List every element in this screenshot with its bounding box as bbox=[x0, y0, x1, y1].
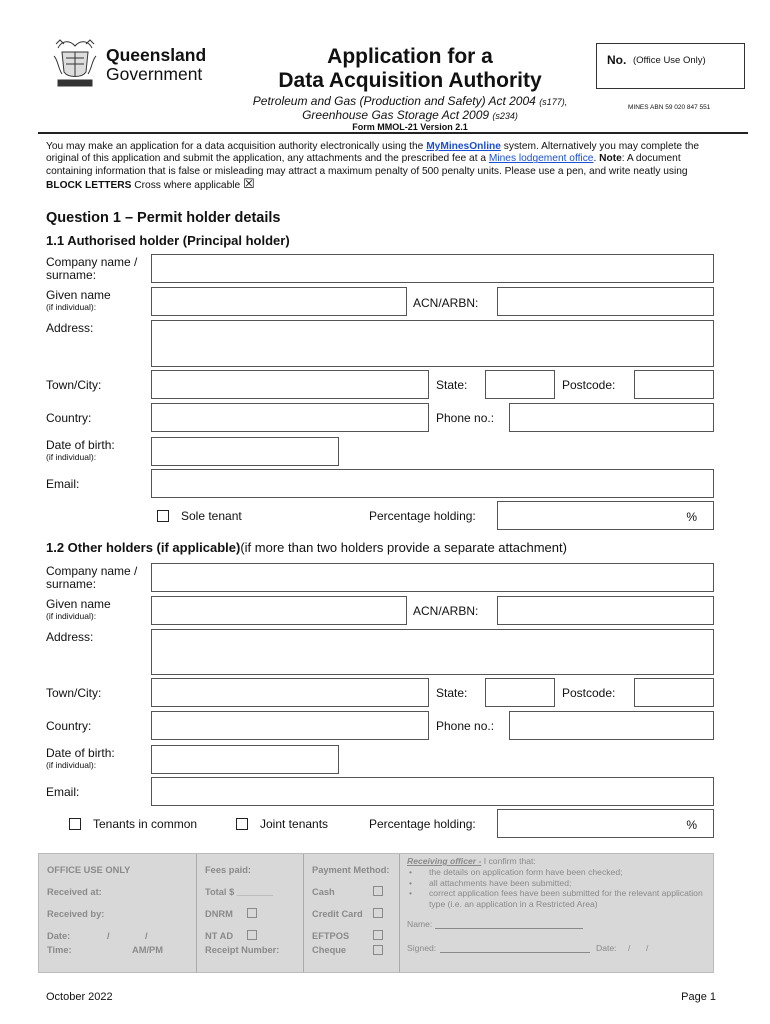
question-1-heading: Question 1 – Permit holder details bbox=[46, 210, 281, 226]
payment-method-label: Payment Method: bbox=[312, 865, 390, 875]
received-at-label: Received at: bbox=[47, 887, 102, 897]
email-input-1[interactable] bbox=[151, 469, 714, 498]
section-1-1-heading: 1.1 Authorised holder (Principal holder) bbox=[46, 233, 290, 248]
queensland-government-logo bbox=[52, 38, 212, 96]
footer-date: October 2022 bbox=[46, 991, 113, 1003]
phone-label-2: Phone no.: bbox=[436, 719, 495, 733]
eftpos-label: EFTPOS bbox=[312, 931, 350, 941]
date-label: Date: bbox=[47, 931, 71, 941]
abn-text: MINES ABN 59 020 847 551 bbox=[628, 104, 711, 111]
officer-date-slash-1: / bbox=[628, 943, 631, 953]
office-number-sub: (Office Use Only) bbox=[633, 55, 706, 66]
time-label: Time: bbox=[47, 945, 72, 955]
given-name-input-1[interactable] bbox=[151, 287, 407, 316]
postcode-input-1[interactable] bbox=[634, 370, 714, 399]
office-number-box bbox=[596, 43, 745, 89]
postcode-input-2[interactable] bbox=[634, 678, 714, 707]
address-input-1[interactable] bbox=[151, 320, 714, 367]
company-name-input-2[interactable] bbox=[151, 563, 714, 592]
date-slash-1: / bbox=[107, 931, 110, 941]
form-number: Form MMOL-21 Version 2.1 bbox=[352, 122, 468, 132]
company-name-label-2: Company name / surname: bbox=[46, 564, 138, 591]
credit-card-label: Credit Card bbox=[312, 909, 363, 919]
note-label: Note bbox=[599, 153, 622, 165]
dnrm-label: DNRM bbox=[205, 909, 233, 919]
act-1 bbox=[220, 94, 600, 109]
receiving-officer-label: Receiving officer - bbox=[407, 856, 482, 866]
ntad-checkbox[interactable] bbox=[247, 930, 257, 940]
cash-checkbox[interactable] bbox=[373, 886, 383, 896]
tenants-in-common-label: Tenants in common bbox=[93, 817, 198, 831]
cheque-checkbox[interactable] bbox=[373, 945, 383, 955]
phone-input-1[interactable] bbox=[509, 403, 714, 432]
given-name-label-2: Given name (if individual): bbox=[46, 597, 111, 621]
percent-sign-2: % bbox=[686, 818, 697, 832]
receipt-number-label: Receipt Number: bbox=[205, 945, 280, 955]
office-col-4 bbox=[400, 854, 713, 972]
email-label: Email: bbox=[46, 477, 80, 491]
cash-label: Cash bbox=[312, 887, 335, 897]
acn-label: ACN/ARBN: bbox=[413, 296, 479, 310]
act-2-section: (s234) bbox=[492, 111, 518, 121]
fees-paid-label: Fees paid: bbox=[205, 865, 251, 875]
office-number-label: No. bbox=[607, 53, 627, 67]
section-1-2-title: 1.2 Other holders (if applicable) bbox=[46, 540, 241, 555]
given-name-input-2[interactable] bbox=[151, 596, 407, 625]
address-input-2[interactable] bbox=[151, 629, 714, 675]
confirm-item-3: • correct application fees have been submitted for the relevant application type (i.e. an application in a Restricted Area) bbox=[409, 888, 703, 909]
section-1-2-heading bbox=[46, 540, 567, 555]
coat-of-arms-icon bbox=[52, 38, 98, 94]
block-letters-text: BLOCK LETTERS bbox=[46, 180, 132, 192]
office-use-title: OFFICE USE ONLY bbox=[47, 865, 131, 875]
phone-label: Phone no.: bbox=[436, 411, 495, 425]
officer-name-line bbox=[435, 928, 583, 929]
cheque-label: Cheque bbox=[312, 945, 347, 955]
dnrm-checkbox[interactable] bbox=[247, 908, 257, 918]
officer-confirm-list bbox=[407, 867, 707, 909]
received-by-label: Received by: bbox=[47, 909, 105, 919]
bullet-icon: • bbox=[409, 867, 413, 877]
town-input-1[interactable] bbox=[151, 370, 429, 399]
ampm-label: AM/PM bbox=[132, 945, 163, 955]
mines-lodgement-office-link[interactable]: Mines lodgement office bbox=[488, 153, 594, 165]
header-divider bbox=[38, 132, 748, 134]
company-name-label: Company name / surname: bbox=[46, 255, 138, 282]
receiving-officer-text bbox=[407, 856, 707, 867]
act-2-name: Greenhouse Gas Storage Act 2009 bbox=[302, 108, 490, 122]
intro-text-1: You may make an application for a data acquisition authority electronically using the bbox=[46, 141, 427, 152]
phone-input-2[interactable] bbox=[509, 711, 714, 740]
intro-paragraph bbox=[46, 141, 722, 193]
myminesonline-link[interactable]: MyMinesOnline bbox=[426, 141, 501, 152]
percentage-holding-input-1[interactable] bbox=[497, 501, 714, 530]
officer-date-slash-2: / bbox=[646, 943, 649, 953]
state-label: State: bbox=[436, 378, 468, 392]
country-input-2[interactable] bbox=[151, 711, 429, 740]
credit-card-checkbox[interactable] bbox=[373, 908, 383, 918]
country-input-1[interactable] bbox=[151, 403, 429, 432]
acn-label-2: ACN/ARBN: bbox=[413, 604, 479, 618]
signed-line bbox=[440, 952, 590, 953]
footer-page-number: Page 1 bbox=[681, 991, 716, 1003]
sole-tenant-checkbox[interactable] bbox=[157, 510, 169, 522]
percentage-holding-label: Percentage holding: bbox=[369, 509, 476, 523]
office-col-1 bbox=[39, 854, 197, 972]
town-input-2[interactable] bbox=[151, 678, 429, 707]
section-1-2-note: (if more than two holders provide a separate attachment) bbox=[240, 540, 567, 555]
intro-text-2: system. Alternatively you may complete the original of this application and submit the application, any attachments and the prescribed fee at a bbox=[46, 141, 700, 165]
logo-line-2: Government bbox=[106, 64, 203, 84]
postcode-label: Postcode: bbox=[562, 378, 616, 392]
given-name-label: Given name (if individual): bbox=[46, 288, 111, 312]
confirm-text: I confirm that: bbox=[481, 856, 536, 866]
intro-text-3: . bbox=[593, 153, 600, 165]
bullet-icon: • bbox=[409, 888, 413, 899]
state-label-2: State: bbox=[436, 686, 468, 700]
percent-sign: % bbox=[686, 510, 697, 524]
logo-line-1: Queensland bbox=[106, 45, 207, 65]
tenants-in-common-checkbox[interactable] bbox=[69, 818, 81, 830]
office-col-2 bbox=[197, 854, 304, 972]
confirm-item-2: • all attachments have been submitted; bbox=[409, 877, 572, 888]
acn-input-2[interactable] bbox=[497, 596, 714, 625]
country-label: Country: bbox=[46, 411, 92, 425]
officer-date-label: Date: bbox=[596, 943, 617, 953]
form-title-line-1: Application for a bbox=[327, 45, 493, 68]
bullet-icon: • bbox=[409, 877, 413, 888]
percentage-holding-label-2: Percentage holding: bbox=[369, 817, 476, 831]
ntad-label: NT AD bbox=[205, 931, 234, 941]
postcode-label-2: Postcode: bbox=[562, 686, 616, 700]
joint-tenants-label: Joint tenants bbox=[260, 817, 329, 831]
signed-label: Signed: bbox=[407, 943, 437, 953]
office-use-panel bbox=[38, 853, 714, 973]
dob-input-2[interactable] bbox=[151, 745, 339, 774]
company-name-input-1[interactable] bbox=[151, 254, 714, 283]
country-label-2: Country: bbox=[46, 719, 92, 733]
acn-input-1[interactable] bbox=[497, 287, 714, 316]
officer-name-label: Name: bbox=[407, 919, 433, 929]
percentage-holding-input-2[interactable] bbox=[497, 809, 714, 838]
confirm-item-1: • the details on application form have been checked; bbox=[409, 867, 623, 877]
town-label: Town/City: bbox=[46, 378, 102, 392]
email-input-2[interactable] bbox=[151, 777, 714, 806]
cross-example-icon: ☒ bbox=[243, 176, 255, 192]
dob-input-1[interactable] bbox=[151, 437, 339, 466]
address-label: Address: bbox=[46, 321, 94, 335]
office-col-3 bbox=[304, 854, 400, 972]
state-input-2[interactable] bbox=[485, 678, 555, 707]
eftpos-checkbox[interactable] bbox=[373, 930, 383, 940]
email-label-2: Email: bbox=[46, 785, 80, 799]
address-label-2: Address: bbox=[46, 630, 94, 644]
total-label: Total $ _______ bbox=[205, 887, 274, 897]
act-1-section: (s177), bbox=[539, 97, 568, 107]
dob-label: Date of birth: (if individual): bbox=[46, 438, 115, 462]
act-1-name: Petroleum and Gas (Production and Safety) Act 2004 bbox=[252, 94, 536, 108]
dob-label-2: Date of birth: (if individual): bbox=[46, 746, 115, 770]
town-label-2: Town/City: bbox=[46, 686, 102, 700]
sole-tenant-label: Sole tenant bbox=[181, 509, 242, 523]
act-2 bbox=[220, 108, 600, 123]
form-title-line-2: Data Acquisition Authority bbox=[278, 69, 542, 92]
date-slash-2: / bbox=[145, 931, 148, 941]
state-input-1[interactable] bbox=[485, 370, 555, 399]
joint-tenants-checkbox[interactable] bbox=[236, 818, 248, 830]
intro-text-5: Cross where applicable bbox=[131, 180, 244, 192]
intro-text-4: : A document containing information that is false or misleading may attract a maximum penalty of 500 penalty units. Please use a pen, and write neatly using bbox=[46, 153, 688, 177]
